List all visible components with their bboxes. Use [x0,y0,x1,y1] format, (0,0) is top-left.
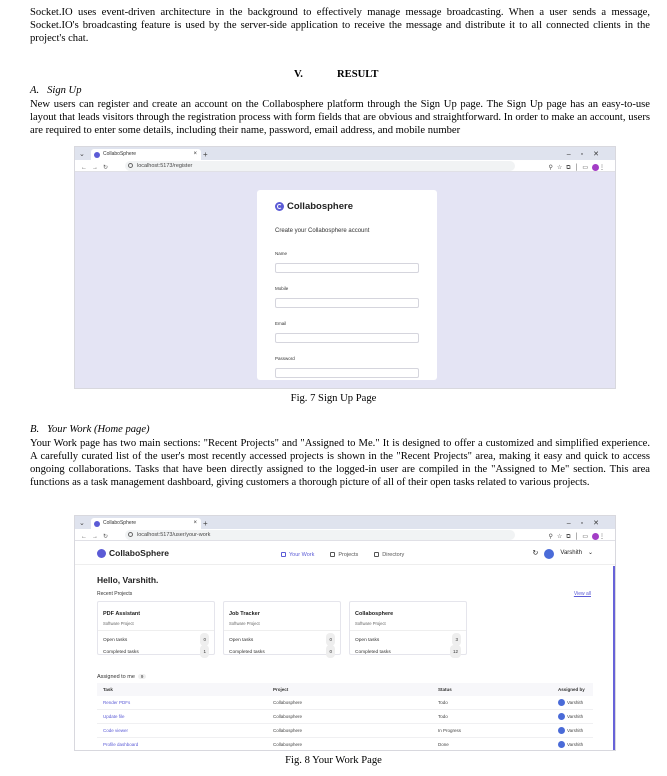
subsection-a-label: A. [30,85,40,96]
nav-arrows-icon: ←→↻ [81,165,114,171]
project-type: Software Project [355,621,386,626]
table-row [97,724,593,738]
new-tab-icon: + [203,519,208,528]
paragraph-b: Your Work page has two main sections: "Recent Projects" and "Assigned to Me." It is designed to offer a customized and simplified experience. A carefully curated list of the user's most recently accessed projects is shown in the "Recent Projects" area, making it easy and quick to access ongoing collaborations. Tasks that have been directly assigned to the logged-in user are compiled in the "Assigned to Me" section. This area functions as a task management dashboard, giving customers a thorough picture of all of their open tasks related to various projects. [30,438,650,488]
table-row [97,738,593,752]
subsection-b-label: B. [30,424,40,435]
signup-card [257,190,437,380]
app-brand-name: CollaboSphere [109,548,169,558]
nav-directory-label: Directory [382,552,405,558]
completed-tasks-row [355,646,461,659]
brand-name: Collabosphere [287,201,353,212]
greeting: Hello, Varshith. [97,575,159,585]
assigner-name: Varshith [567,700,584,705]
card-divider [98,630,214,631]
intro-paragraph: Socket.IO uses event-driven architecture in the background to effectively manage message broadcasting. When a user sends a message, Socket.IO's broadcasting feature is used by the server-side application to receive the message and distribute it to all connected clients in the project's chat. [30,7,650,44]
completed-tasks-row [103,646,209,659]
assigner-name: Varshith [567,728,584,733]
assigned-label: Assigned to me [97,674,135,680]
task-name: Code viewer [97,724,267,738]
email-label: Email [275,321,287,326]
figure8-caption: Fig. 8 Your Work Page [285,755,382,766]
project-card [223,601,341,655]
logo-icon [97,549,106,558]
table-row [97,696,593,710]
subsection-a-title: Sign Up [47,85,82,96]
signup-screenshot [74,146,616,389]
user-menu [533,547,593,560]
favicon-icon [94,521,100,527]
task-project: Collabosphere [267,738,432,752]
task-name: Update file [97,710,267,724]
close-tab-icon: × [193,520,197,526]
open-tasks-label: Open tasks [355,638,380,643]
project-name: PDF Assistant [103,611,141,617]
assigned-count: 9 [138,674,147,679]
task-name: Profile dashboard [97,738,267,752]
completed-tasks-count: 0 [326,645,335,658]
logo-icon [275,202,284,211]
task-assigned-by [552,696,593,710]
browser-addressbar [75,160,615,172]
task-project: Collabosphere [267,696,432,710]
avatar-icon [558,741,565,748]
assigner-name: Varshith [567,742,584,747]
task-project: Collabosphere [267,710,432,724]
completed-tasks-label: Completed tasks [229,650,265,655]
nav-your-work-label: Your Work [289,552,315,558]
paragraph-a: New users can register and create an account on the Collabosphere platform through the Sign Up page. The Sign Up page has an easy-to-use layout that leads visitors through the registration process with form fields that are obvious and straightforward. In order to make an account, users are required to enter some details, including their name, password, email address, and mobile number [30,99,650,136]
avatar-icon [558,699,565,706]
avatar-icon [558,727,565,734]
window-controls: –▫✕ [566,520,609,527]
assigned-to-me-heading [97,670,146,684]
nav-arrows-icon: ←→↻ [81,534,114,540]
task-status: Todo [432,710,552,724]
browser-tools: ⚲☆⧉│▭ ⋮ [548,534,609,540]
view-all-link: View all [573,591,591,597]
close-tab-icon: × [193,151,197,157]
table-header-row [97,683,593,696]
name-field [275,263,419,273]
column-task: Task [97,683,267,696]
column-assigned-by: Assigned by [552,683,593,696]
browser-tools: ⚲☆⧉│▭ ⋮ [548,165,609,171]
password-field [275,368,419,378]
card-divider [350,630,466,631]
avatar-icon [558,713,565,720]
url-text: localhost:5173/user/your-work [137,532,211,538]
url-field [125,530,515,540]
brand [275,200,419,213]
mobile-label: Mobile [275,286,289,291]
box-icon [330,552,335,557]
site-info-icon [128,532,133,537]
browser-addressbar [75,529,615,541]
subsection-b-heading [30,423,150,436]
browser-tabbar [75,516,615,529]
calendar-icon [281,552,286,557]
open-tasks-count: 3 [452,633,461,646]
project-type: Software Project [103,621,134,626]
password-label: Password [275,356,295,361]
project-name: Collabosphere [355,611,394,617]
user-avatar-icon [544,549,554,559]
nav-directory [374,549,404,562]
browser-tabbar [75,147,615,160]
task-assigned-by [552,738,593,752]
user-name: Varshith [560,550,582,556]
task-name: Render PDFs [97,696,267,710]
completed-tasks-label: Completed tasks [103,650,139,655]
assigned-tasks-table [97,683,593,751]
site-info-icon [128,163,133,168]
email-field [275,333,419,343]
task-status: Done [432,738,552,752]
assigner-name: Varshith [567,714,584,719]
column-status: Status [432,683,552,696]
recent-projects-label: Recent Projects [97,591,133,597]
signup-subtitle: Create your Collabosphere account [275,228,370,234]
chevron-down-icon: ⌄ [587,550,593,556]
mobile-field [275,298,419,308]
profile-icon [592,533,599,540]
project-card [97,601,215,655]
url-field [125,161,515,171]
refresh-icon: ↻ [532,550,539,557]
new-tab-icon: + [203,150,208,159]
open-tasks-count: 0 [326,633,335,646]
scrollbar [613,566,615,751]
task-project: Collabosphere [267,724,432,738]
tab-title: CollaboSphere [103,520,137,526]
project-type: Software Project [229,621,260,626]
browser-tab [91,149,201,160]
task-assigned-by [552,710,593,724]
subsection-b-title: Your Work (Home page) [47,424,150,435]
nav-projects-label: Projects [338,552,359,558]
task-assigned-by [552,724,593,738]
app-brand [97,547,169,560]
task-status: Todo [432,696,552,710]
table-row [97,710,593,724]
window-controls: –▫✕ [566,151,609,158]
nav-projects [330,549,358,562]
project-name: Job Tracker [229,611,260,617]
open-tasks-label: Open tasks [103,638,128,643]
open-tasks-count: 0 [200,633,209,646]
yourwork-screenshot [74,515,616,751]
column-project: Project [267,683,432,696]
favicon-icon [94,152,100,158]
completed-tasks-label: Completed tasks [355,650,391,655]
browser-tab [91,518,201,529]
nav-your-work [281,549,314,562]
yourwork-page [75,541,615,751]
open-tasks-label: Open tasks [229,638,254,643]
tab-dropdown-icon: ⌄ [79,151,85,158]
completed-tasks-count: 1 [200,645,209,658]
section-number: V. [294,69,303,80]
name-label: Name [275,251,288,256]
subsection-a-heading [30,84,82,97]
card-divider [224,630,340,631]
app-nav [281,549,404,562]
figure7-caption: Fig. 7 Sign Up Page [290,393,377,404]
profile-icon [592,164,599,171]
signup-page [75,172,615,388]
folder-icon [374,552,379,557]
task-status: In Progress [432,724,552,738]
url-text: localhost:5173/register [137,163,193,169]
project-card [349,601,467,655]
app-header [75,541,615,565]
completed-tasks-row [229,646,335,659]
tab-title: CollaboSphere [103,151,137,157]
section-title: RESULT [337,69,379,80]
tab-dropdown-icon: ⌄ [79,520,85,527]
completed-tasks-count: 12 [450,645,461,658]
